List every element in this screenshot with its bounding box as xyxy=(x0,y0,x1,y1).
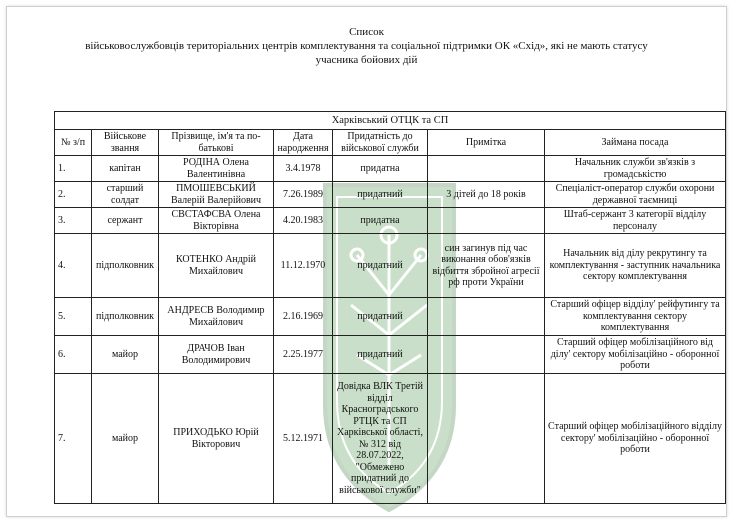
cell-rank: старший солдат xyxy=(92,182,159,208)
cell-position: Штаб-сержант 3 категорії відділу персоналу xyxy=(545,208,726,234)
col-header-num: № з/п xyxy=(55,130,92,156)
cell-rank: майор xyxy=(92,336,159,374)
cell-dob: 5.12.1971 xyxy=(274,374,333,504)
cell-dob: 11.12.1970 xyxy=(274,234,333,298)
table-caption-row xyxy=(55,112,726,130)
table-header-row xyxy=(55,130,726,156)
document-page xyxy=(6,6,727,517)
table-row xyxy=(55,374,726,504)
cell-num: 3. xyxy=(55,208,92,234)
cell-fitness: придатна xyxy=(333,208,428,234)
cell-rank: підполковник xyxy=(92,234,159,298)
col-header-name: Прізвище, ім'я та по-батькові xyxy=(159,130,274,156)
cell-name: ПМОШЕВСЬКИЙ Валерій Валерійович xyxy=(159,182,274,208)
col-header-fitness: Придатність до військової служби xyxy=(333,130,428,156)
cell-num: 7. xyxy=(55,374,92,504)
cell-name: АНДРЕСВ Володимир Михайлович xyxy=(159,298,274,336)
table-caption: Харківський ОТЦК та СП xyxy=(55,112,726,130)
cell-rank: підполковник xyxy=(92,298,159,336)
col-header-rank: Військове звання xyxy=(92,130,159,156)
document-title: Список xyxy=(349,26,384,38)
cell-dob: 7.26.1989 xyxy=(274,182,333,208)
cell-fitness: придатний xyxy=(333,298,428,336)
table-row xyxy=(55,234,726,298)
cell-position: Начальник від ділу рекрутингу та комплектування - заступник начальника сектору комплектування xyxy=(545,234,726,298)
cell-note xyxy=(428,298,545,336)
col-header-note: Примітка xyxy=(428,130,545,156)
cell-num: 5. xyxy=(55,298,92,336)
table-row xyxy=(55,298,726,336)
cell-fitness: придатний xyxy=(333,336,428,374)
cell-note xyxy=(428,374,545,504)
cell-note xyxy=(428,156,545,182)
personnel-table xyxy=(54,111,726,504)
cell-num: 2. xyxy=(55,182,92,208)
document-subtitle: військовослужбовців територіальних центрів комплектування та соціальної підтримки ОК «Схід», які не мають статусу учасника бойових дій xyxy=(85,40,648,66)
cell-fitness: придатний xyxy=(333,234,428,298)
cell-fitness: придатний xyxy=(333,182,428,208)
col-header-position: Займана посада xyxy=(545,130,726,156)
cell-name: ПРИХОДЬКО Юрій Вікторович xyxy=(159,374,274,504)
cell-fitness: Довідка ВЛК Третій відділ Красноградського РТЦК та СП Харківської області, № 312 від 28.07.2022, "Обмежено придатний до військової служби" xyxy=(333,374,428,504)
table-row xyxy=(55,208,726,234)
cell-dob: 2.16.1969 xyxy=(274,298,333,336)
cell-name: СВСТАФСВА Олена Вікторівна xyxy=(159,208,274,234)
cell-position: Спеціаліст-оператор служби охорони державної таємниці xyxy=(545,182,726,208)
cell-note: син загинув під час виконання обов'язків відбиття збройної агресії рф проти України xyxy=(428,234,545,298)
cell-name: ДРАЧОВ Іван Володимирович xyxy=(159,336,274,374)
table-row xyxy=(55,156,726,182)
cell-dob: 3.4.1978 xyxy=(274,156,333,182)
cell-note: 3 дітей до 18 років xyxy=(428,182,545,208)
cell-num: 6. xyxy=(55,336,92,374)
cell-dob: 4.20.1983 xyxy=(274,208,333,234)
cell-note xyxy=(428,336,545,374)
cell-rank: капітан xyxy=(92,156,159,182)
document-header xyxy=(7,25,726,67)
cell-rank: сержант xyxy=(92,208,159,234)
cell-num: 1. xyxy=(55,156,92,182)
cell-position: Старший офіцер мобілізаційного відділу сектору' мобілізаційно - оборонної роботи xyxy=(545,374,726,504)
cell-position: Старший офіцер мобілізаційного від ділу' сектору мобілізаційно - оборонної роботи xyxy=(545,336,726,374)
table-row xyxy=(55,182,726,208)
cell-position: Старший офіцер відділу' рейфутингу та комплектування сектору комплектування xyxy=(545,298,726,336)
cell-name: РОДІНА Олена Валентинівна xyxy=(159,156,274,182)
cell-num: 4. xyxy=(55,234,92,298)
col-header-dob: Дата народження xyxy=(274,130,333,156)
cell-position: Начальник служби зв'язків з громадськістю xyxy=(545,156,726,182)
cell-name: КОТЕНКО Андрій Михайлович xyxy=(159,234,274,298)
cell-dob: 2.25.1977 xyxy=(274,336,333,374)
cell-fitness: придатна xyxy=(333,156,428,182)
cell-note xyxy=(428,208,545,234)
table-row xyxy=(55,336,726,374)
cell-rank: майор xyxy=(92,374,159,504)
